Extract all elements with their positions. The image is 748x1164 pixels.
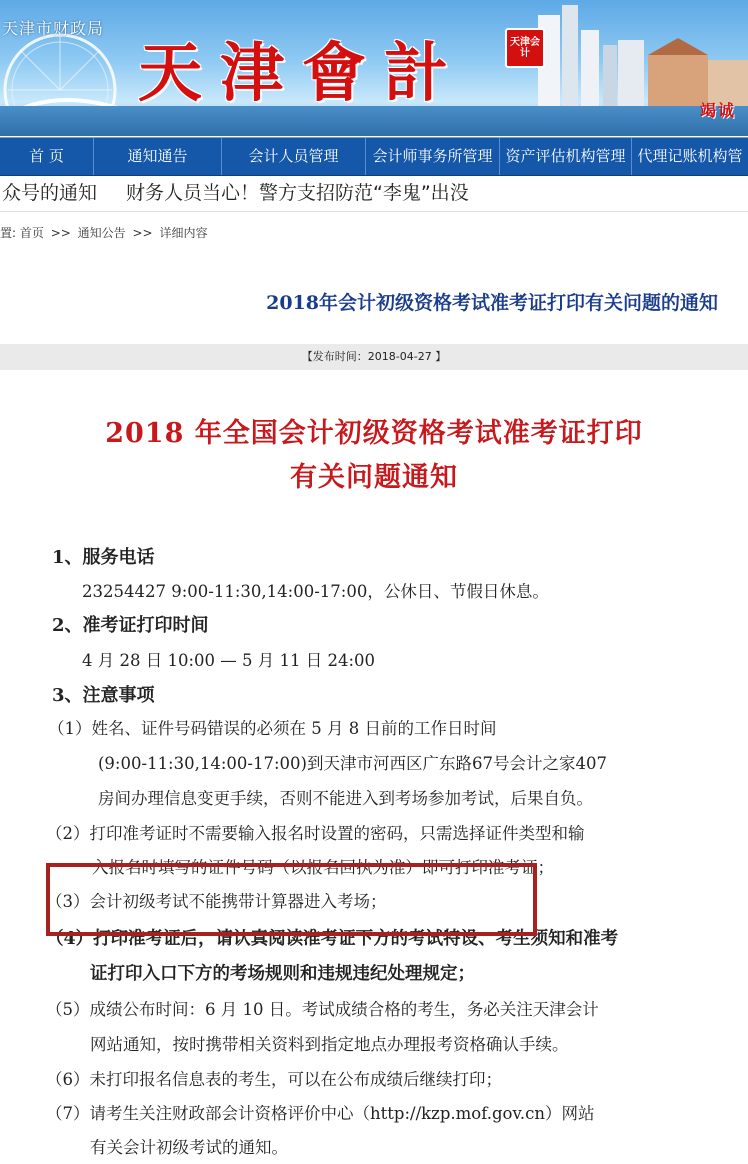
- breadcrumb-item-home[interactable]: 首页: [19, 226, 44, 240]
- nav-item-firm-management[interactable]: 会计师事务所管理: [366, 138, 500, 175]
- nav-item-accountant-management[interactable]: 会计人员管理: [222, 138, 366, 175]
- section-heading: 1、服务电话: [52, 547, 155, 568]
- breadcrumb-item-detail: 详细内容: [159, 226, 208, 240]
- publish-time: 【发布时间：2018-04-27 】: [0, 344, 748, 370]
- notice-item-2: （2）打印准考证时不需要输入报名时设置的密码，只需选择证件类型和输: [46, 824, 585, 843]
- highlight-annotation-box: [46, 863, 537, 936]
- breadcrumb-separator: >>: [132, 226, 153, 240]
- document-title: [0, 412, 748, 500]
- notice-item-5: （5）成绩公布时间：6 月 10 日。考试成绩合格的考生，务必关注天津会计: [46, 1000, 599, 1019]
- section-heading: 2、准考证打印时间: [52, 615, 209, 636]
- site-logo: 天津會計: [138, 36, 466, 111]
- nav-item-notices[interactable]: 通知通告: [94, 138, 222, 175]
- section-heading: 3、注意事项: [52, 685, 155, 706]
- breadcrumb-separator: >>: [50, 226, 71, 240]
- news-ticker: [0, 175, 748, 212]
- notice-item-1-cont: 房间办理信息变更手续，否则不能进入到考场参加考试，后果自负。: [98, 789, 593, 808]
- breadcrumb: [0, 224, 207, 241]
- notice-item-2-cont: 入报名时填写的证件号码（以报名回执为准）即可打印准考证；: [92, 858, 554, 877]
- document-title-line: 有关问题通知: [290, 462, 458, 493]
- nav-item-appraisal-management[interactable]: 资产评估机构管理: [500, 138, 632, 175]
- document-title-line: 2018 年全国会计初级资格考试准考证打印: [105, 418, 643, 449]
- main-nav: [0, 137, 748, 176]
- notice-item-3: （3）会计初级考试不能携带计算器进入考场；: [46, 892, 387, 911]
- notice-item-4-cont: 证打印入口下方的考场规则和违规违纪处理规定；: [90, 964, 475, 984]
- site-name: 天津市财政局: [2, 19, 105, 38]
- notice-item-6: （6）未打印报名信息表的考生，可以在公布成绩后继续打印；: [46, 1070, 502, 1089]
- body-line: 23254427 9:00-11:30,14:00-17:00，公休日、节假日休息。: [82, 582, 549, 601]
- ticker-item[interactable]: 众号的通知: [2, 182, 98, 204]
- article-header: [0, 270, 748, 340]
- breadcrumb-prefix: 置:: [0, 226, 17, 240]
- site-banner: [0, 0, 748, 136]
- article-title: 2018年会计初级资格考试准考证打印有关问题的通知: [266, 292, 718, 314]
- slogan: 竭诚: [699, 101, 736, 120]
- notice-item-1-cont: (9:00-11:30,14:00-17:00)到天津市河西区广东路67号会计之家407: [98, 754, 607, 773]
- breadcrumb-item-notices[interactable]: 通知公告: [77, 226, 126, 240]
- ticker-item[interactable]: 财务人员当心！警方支招防范“李鬼”出没: [126, 182, 469, 204]
- nav-item-bookkeeping-management[interactable]: 代理记账机构管: [637, 147, 743, 165]
- seal-stamp: 天津会计: [505, 28, 545, 68]
- notice-item-7: （7）请考生关注财政部会计资格评价中心（http://kzp.mof.gov.cn）网站: [46, 1104, 595, 1123]
- body-line: 4 月 28 日 10:00 — 5 月 11 日 24:00: [82, 651, 376, 670]
- nav-item-home[interactable]: 首 页: [0, 138, 94, 175]
- notice-item-5-cont: 网站通知，按时携带相关资料到指定地点办理报考资格确认手续。: [90, 1035, 569, 1054]
- notice-item-1: （1）姓名、证件号码错误的必须在 5 月 8 日前的工作日时间: [48, 719, 497, 738]
- notice-item-4: （4）打印准考证后，请认真阅读准考证下方的考试特设、考生须知和准考: [46, 929, 619, 949]
- notice-item-7-cont: 有关会计初级考试的通知。: [90, 1138, 288, 1157]
